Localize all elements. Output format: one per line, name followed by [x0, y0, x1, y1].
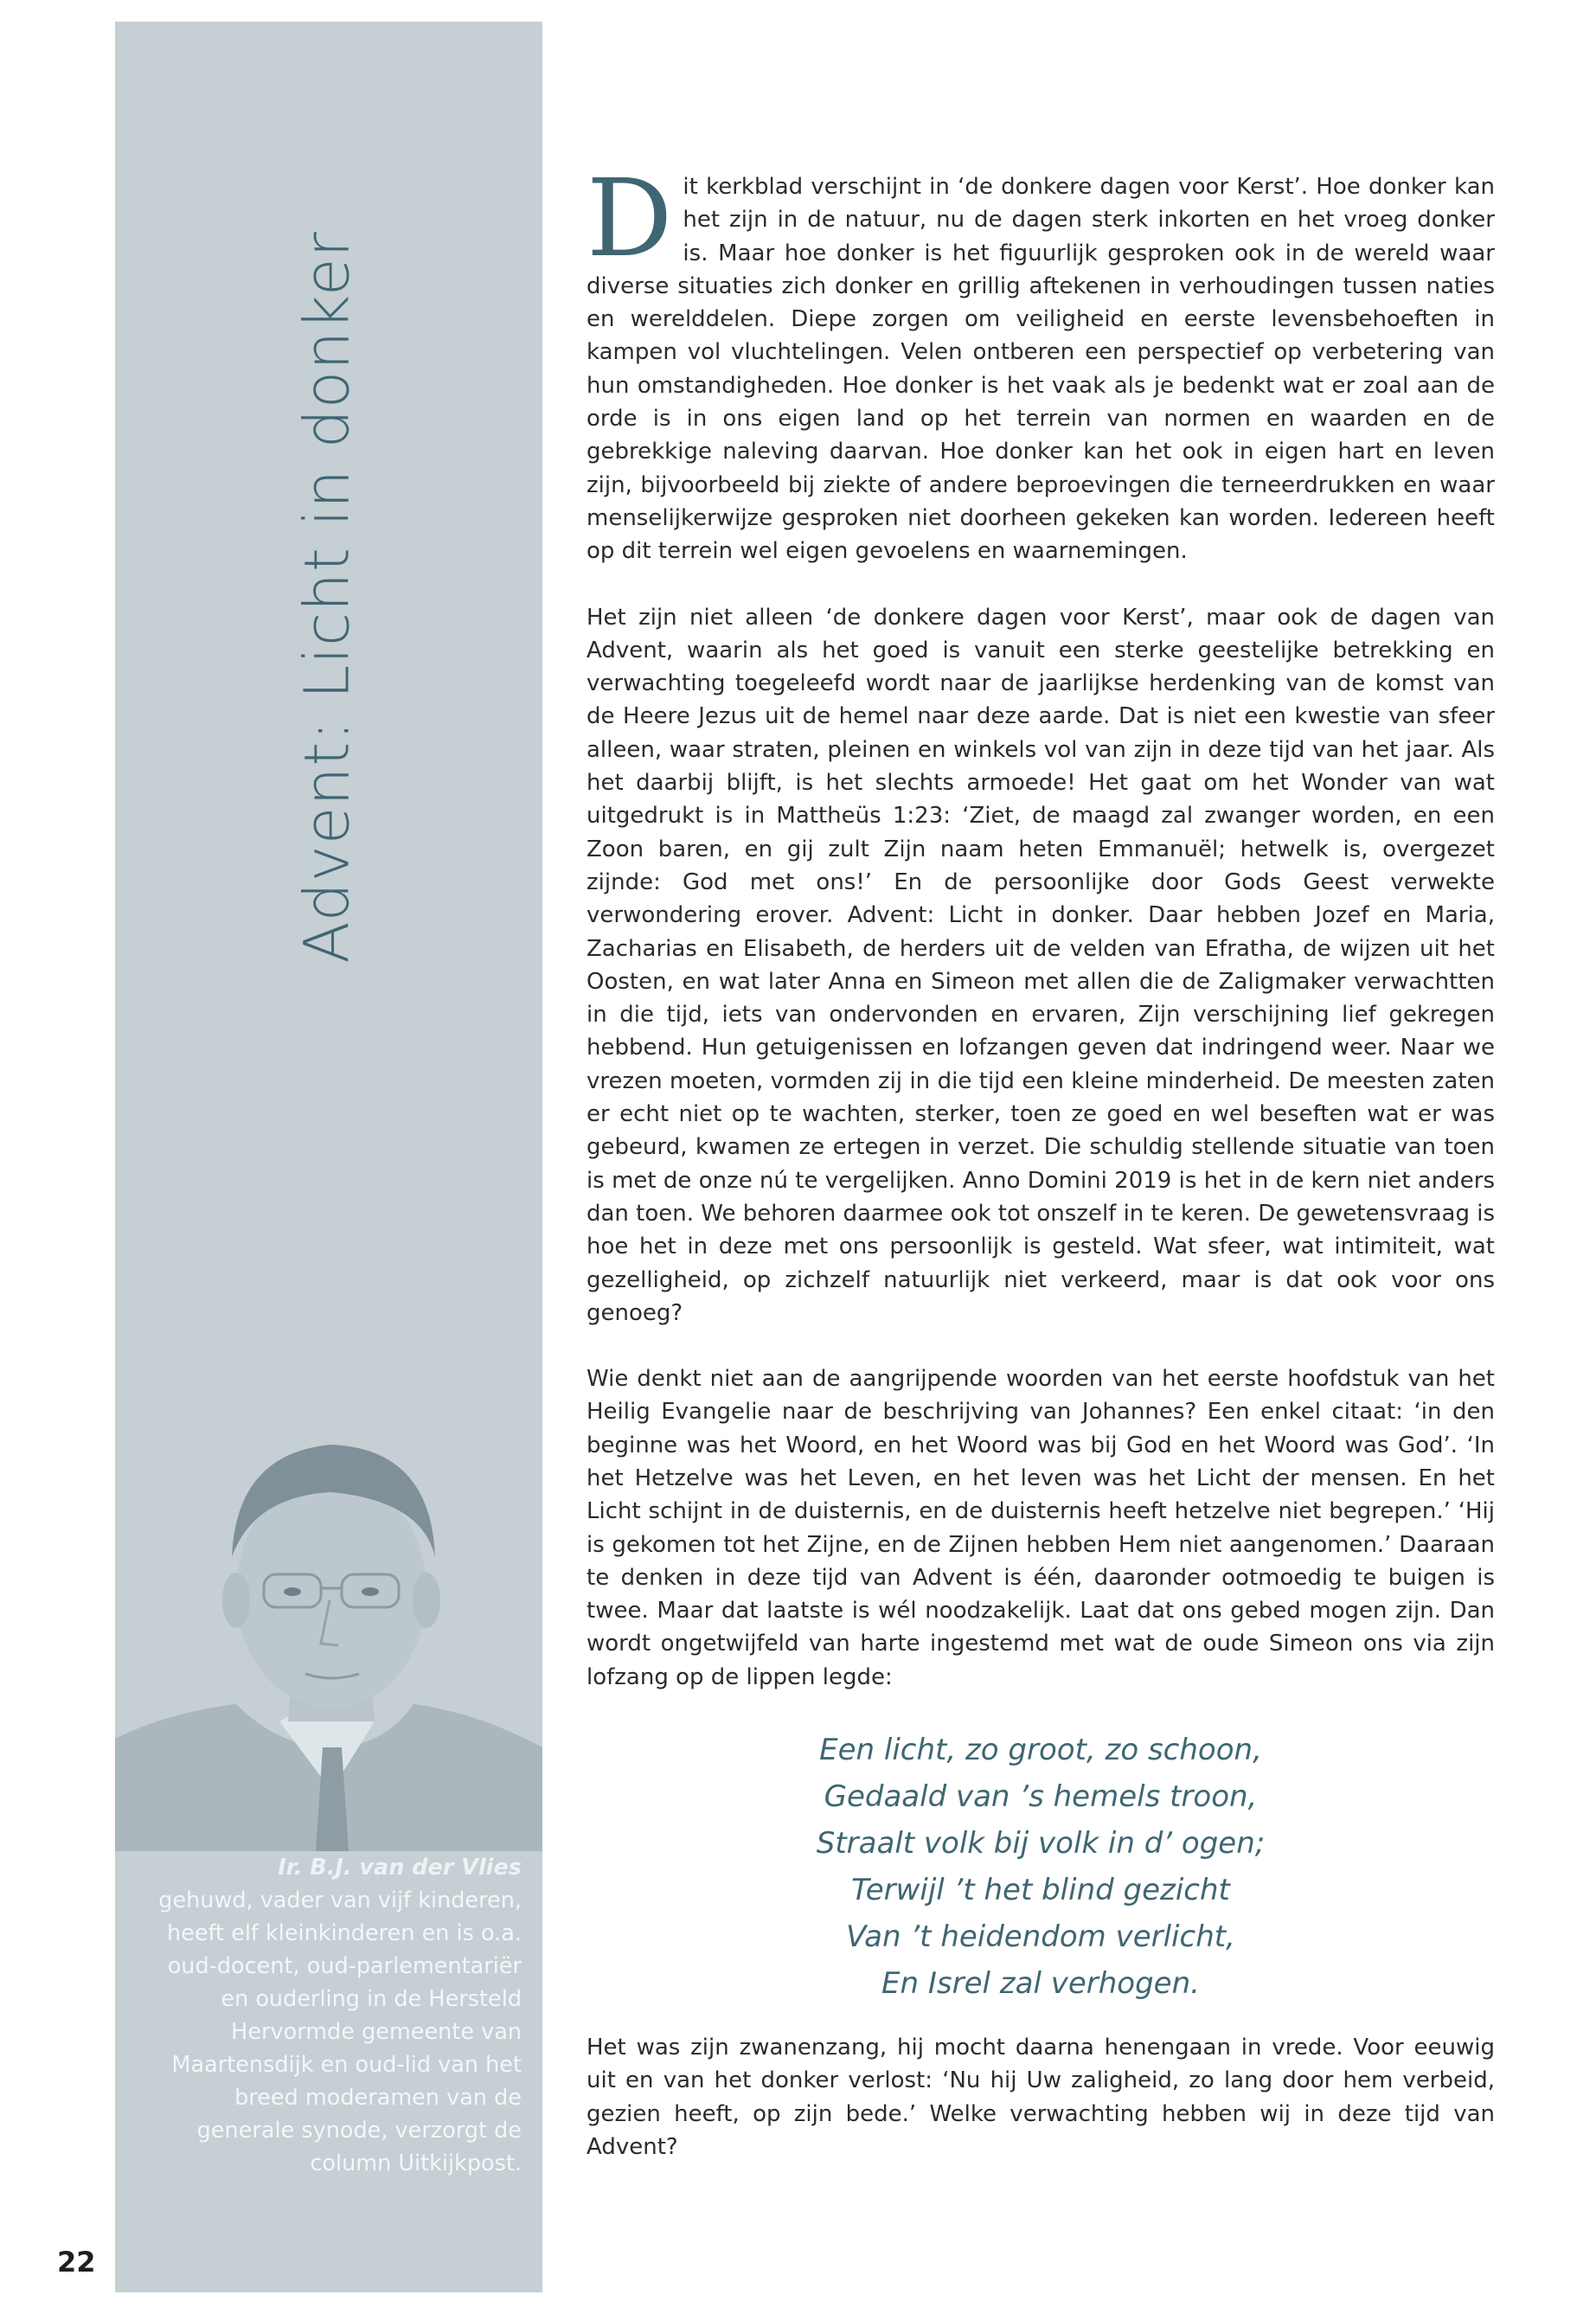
poem-line: Terwijl ’t het blind gezicht: [851, 1873, 1230, 1908]
poem-line: Een licht, zo groot, zo schoon,: [819, 1733, 1262, 1768]
page-number: 22: [57, 2246, 96, 2279]
article-title: Advent: Licht in donker: [291, 230, 363, 964]
paragraph-2: Het zijn niet alleen ‘de donkere dagen voor Kerst’, maar ook de dagen van Advent, waarin als het goed is vanuit een sterke geestelijke betrekking en verwachting toegeleefd wordt naar de jaarlijkse herdenking van de komst van de Heere Jezus uit de hemel naar deze aarde. Dat is niet een kwestie van sfeer alleen, waar straten, pleinen en winkels vol van zijn in deze tijd van het jaar. Als het daarbij blijft, is het slechts armoede! Het gaat om het Wonder van wat uitgedrukt is in Mattheüs 1:23: ‘Ziet, de maagd zal zwanger worden, en een Zoon baren, en gij zult Zijn naam heten Emmanuël; hetwelk is, overgezet zijnde: God met ons!’ En de persoonlijke door Gods Geest verwekte verwondering erover. Advent: Licht in donker. Daar hebben Jozef en Maria, Zacharias en Elisabeth, de herders uit de velden van Efratha, de wijzen uit het Oosten, en wat later Anna en Simeon met allen die de Zaligmaker verwachtten in die tijd, iets van ondervonden en ervaren, Zijn verschijning lief gekregen hebbend. Hun getuigenissen en lofzangen geven dat indringend weer. Naar we vrezen moeten, vormden zij in die tijd een kleine minderheid. De meesten zaten er echt niet op te wachten, sterker, toen ze goed en wel beseften wat er was gebeurd, kwamen ze ertegen in verzet. Die schuldig stellende situatie van toen is met de onze nú te vergelijken. Anno Domini 2019 is het in de kern niet anders dan toen. We behoren daarmee ook tot onszelf in te keren. De gewetensvraag is hoe het in deze met ons persoonlijk is gesteld. Wat sfeer, wat intimiteit, wat gezelligheid, op zichzelf natuurlijk niet verkeerd, maar is dat ook voor ons genoeg?: [586, 604, 1495, 1326]
author-name: Ir. B.J. van der Vlies: [278, 1855, 522, 1881]
poem-line: Gedaald van ’s hemels troon,: [824, 1779, 1258, 1815]
author-bio: [143, 1851, 522, 2180]
paragraph-1-text: it kerkblad verschijnt in ‘de donkere dagen voor Kerst’. Hoe donker kan het zijn in de natuur, nu de dagen sterk inkorten en het vroeg donker is. Maar hoe donker is het figuurlijk gesproken ook in de wereld waar diverse situaties zich donker en grillig aftekenen in verhoudingen tussen naties en werelddelen. Diepe zorgen om veiligheid en eerste levensbehoeften in kampen vol vluchtelingen. Velen ontberen een perspectief op verbetering van hun omstandigheden. Hoe donker is het vaak als je bedenkt wat er zoal aan de orde is in ons eigen land op het terrein van normen en waarden en de gebrekkige naleving daarvan. Hoe donker kan het ook in eigen hart en leven zijn, bijvoorbeeld bij ziekte of andere beproevingen die terneerdrukken en waar menselijkerwijze gesproken niet doorheen gekeken kan worden. Iedereen heeft op dit terrein wel eigen gevoelens en waarnemingen.: [586, 174, 1495, 565]
author-description: gehuwd, vader van vijf kinderen, heeft elf kleinkinderen en is o.a. oud-docent, oud-parlementariër en ouderling in de Hersteld Hervormde gemeente van Maartensdijk en oud-lid van het breed moderamen van de generale synode, verzorgt de column Uitkijkpost.: [158, 1888, 522, 2176]
article-body: [586, 157, 1495, 2196]
poem-quote: [586, 1727, 1495, 2007]
poem-line: En Isrel zal verhogen.: [881, 1966, 1200, 2002]
paragraph-1: [586, 157, 1495, 568]
poem-line: Straalt volk bij volk in d’ ogen;: [816, 1826, 1266, 1862]
paragraph-3: Wie denkt niet aan de aangrijpende woorden van het eerste hoofdstuk van het Heilig Evangelie naar de beschrijving van Johannes? Een enkel citaat: ‘in den beginne was het Woord, en het Woord was bij God en het Woord was God’. ‘In het Hetzelve was het Leven, en het leven was het Licht der mensen. En het Licht schijnt in de duisternis, en de duisternis heeft hetzelve niet begrepen.’ ‘Hij is gekomen tot het Zijne, en de Zijnen hebben Hem niet aangenomen.’ Daaraan te denken in deze tijd van Advent is één, daaronder ootmoedig te buigen is twee. Maar dat laatste is wél noodzakelijk. Laat dat ons gebed mogen zijn. Dan wordt ongetwijfeld van harte ingestemd met wat de oude Simeon ons via zijn lofzang op de lippen legde:: [586, 1366, 1495, 1690]
paragraph-4: Het was zijn zwanenzang, hij mocht daarna henengaan in vrede. Voor eeuwig uit en van het donker verlost: ‘Nu hij Uw zaligheid, zo lang door hem verbeid, gezien heeft, op zijn bede.’ Welke verwachting hebben wij in deze tijd van Advent?: [586, 2035, 1495, 2160]
vertical-article-title: [285, 177, 369, 1016]
drop-cap: D: [586, 157, 673, 281]
poem-line: Van ’t heidendom verlicht,: [846, 1920, 1235, 1955]
author-portrait: [115, 1341, 542, 1851]
